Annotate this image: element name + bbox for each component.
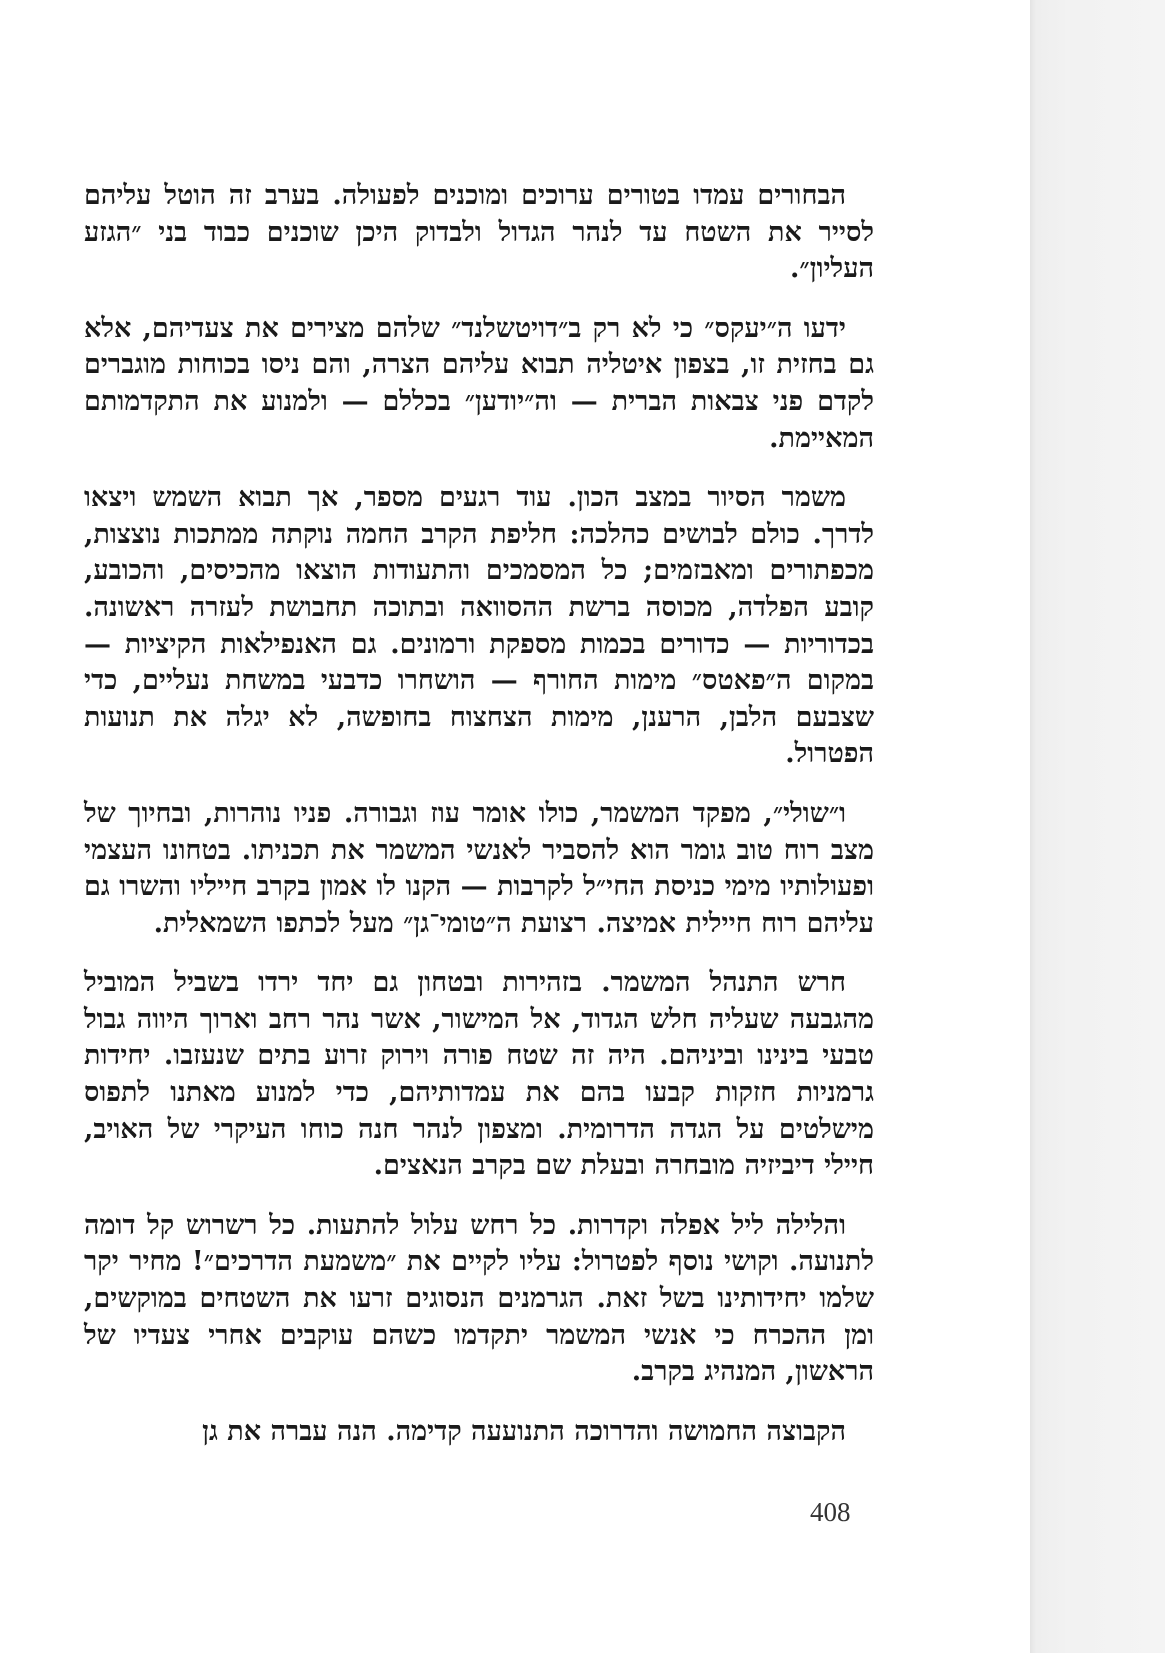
paragraph: הבחורים עמדו בטורים ערוכים ומוכנים לפעולה. בערב זה הוטל עליהם לסייר את השטח עד לנהר הגדול ולבדוק היכן שוכנים כבוד בני ״הגזע העליון״. [84, 180, 874, 285]
paragraph: ו״שולי״, מפקד המשמר, כולו אומר עוז וגבורה. פניו נוהרות, ובחיוך של מצב רוח טוב גומר הוא להסביר לאנשי המשמר את תכניתו. בטחונו העצמי ופעולותיו מימי כניסת החי״ל לקרבות — הקנו לו אמון בקרב חייליו והשרו גם עליהם רוח חיילית אמיצה. רצועת ה״טומי־גן״ מעל לכתפו השמאלית. [84, 797, 874, 939]
paragraph: ידעו ה״יעקס״ כי לא רק ב״דויטשלנד״ שלהם מצירים את צעדיהם, אלא גם בחזית זו, בצפון איטליה תבוא עליהם הצרה, והם ניסו בכוחות מוגברים לקדם פני צבאות הברית — וה״יודען״ בכללם — ולמנוע את התקדמותם המאיימת. [84, 312, 874, 454]
paragraph: חרש התנהל המשמר. בזהירות ובטחון גם יחד ירדו בשביל המוביל מהגבעה שעליה חלש הגדוד, אל המישור, אשר נהר רחב וארוך היווה גבול טבעי בינינו וביניהם. היה זה שטח פורה וירוק זרוע בתים שנעזבו. יחידות גרמניות חזקות קבעו בהם את עמדותיהם, כדי למנוע מאתנו לתפוס מישלטים על הגדה הדרומית. ומצפון לנהר חנה כוחו העיקרי של האויב, חיילי דיביזיה מובחרה ובעלת שם בקרב הנאצים. [84, 967, 874, 1182]
body-text [84, 178, 874, 1473]
paragraph: והלילה ליל אפלה וקדרות. כל רחש עלול להתעות. כל רשרוש קל דומה לתנועה. וקושי נוסף לפטרול: עליו לקיים את ״משמעת הדרכים״! מחיר יקר שלמו יחידותינו בשל זאת. הגרמנים הנסוגים זרעו את השטחים במוקשים, ומן ההכרח כי אנשי המשמר יתקדמו כשהם עוקבים אחרי צעדיו של הראשון, המנהיג בקרב. [84, 1209, 874, 1388]
page-number: 408 [810, 1497, 851, 1527]
paragraph: משמר הסיור במצב הכון. עוד רגעים מספר, אך תבוא השמש ויצאו לדרך. כולם לבושים כהלכה: חליפת הקרב החמה נוקתה ממתכות נוצצות, מכפתורים ומאבזמים; כל המסמכים והתעודות הוצאו מהכיסים, והכובע, קובע הפלדה, מכוסה ברשת ההסוואה ובתוכה תחבושת לעזרה ראשונה. בכדוריות — כדורים בכמות מספקת ורמונים. גם האנפילאות הקיציות — במקום ה״פאטס״ מימות החורף — הושחרו כדבעי במשחת נעליים, כדי שצבעם הלבן, הרענן, מימות הצחצוח בחופשה, לא יגלה את תנועות הפטרול. [84, 482, 874, 770]
book-gutter [1030, 0, 1165, 1653]
paragraph: הקבוצה החמושה והדרוכה התנועעה קדימה. הנה עברה את גן [202, 1415, 846, 1447]
